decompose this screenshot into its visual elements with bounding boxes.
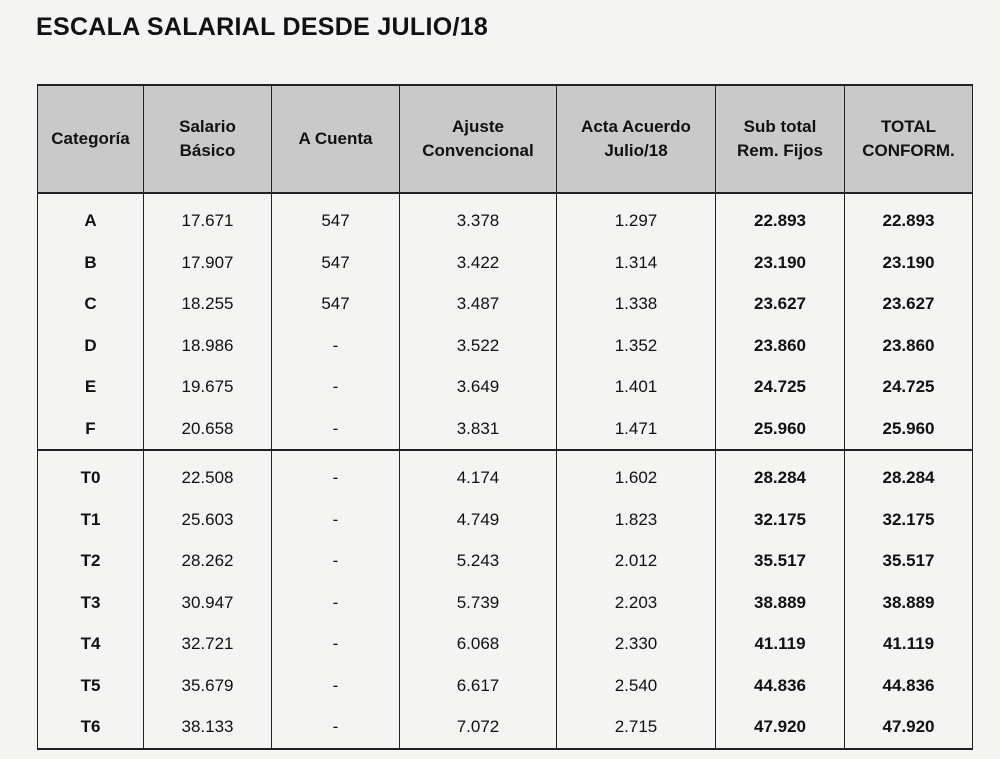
cell-acta-acuerdo: 2.715 [557,706,716,749]
cell-ajuste-convencional: 5.739 [400,582,557,624]
cell-categoria: T3 [38,582,144,624]
cell-categoria: T2 [38,540,144,582]
cell-categoria: T6 [38,706,144,749]
table-row [38,283,973,325]
table-row [38,366,973,408]
cell-acta-acuerdo: 1.602 [557,450,716,499]
cell-total-conform: 47.920 [845,706,973,749]
cell-categoria: T0 [38,450,144,499]
cell-total-conform: 22.893 [845,193,973,242]
cell-total-conform: 38.889 [845,582,973,624]
cell-a-cuenta: 547 [272,193,400,242]
page-title: ESCALA SALARIAL DESDE JULIO/18 [36,13,489,41]
cell-acta-acuerdo: 1.314 [557,242,716,284]
header-sub-total [716,85,845,193]
cell-acta-acuerdo: 2.203 [557,582,716,624]
cell-total-conform: 23.190 [845,242,973,284]
header-label: Sub total Rem. Fijos [737,117,823,160]
cell-a-cuenta: - [272,499,400,541]
cell-total-conform: 41.119 [845,623,973,665]
cell-sub-total: 47.920 [716,706,845,749]
cell-total-conform: 25.960 [845,408,973,451]
table-header [38,85,973,193]
cell-a-cuenta: - [272,623,400,665]
cell-acta-acuerdo: 2.540 [557,665,716,707]
cell-salario-basico: 18.986 [144,325,272,367]
cell-categoria: E [38,366,144,408]
cell-a-cuenta: - [272,582,400,624]
cell-ajuste-convencional: 3.831 [400,408,557,451]
cell-ajuste-convencional: 3.487 [400,283,557,325]
cell-salario-basico: 32.721 [144,623,272,665]
table-row [38,450,973,499]
header-label: TOTAL CONFORM. [862,117,955,160]
cell-sub-total: 25.960 [716,408,845,451]
cell-ajuste-convencional: 6.068 [400,623,557,665]
cell-sub-total: 28.284 [716,450,845,499]
table-row [38,499,973,541]
cell-acta-acuerdo: 2.012 [557,540,716,582]
cell-sub-total: 41.119 [716,623,845,665]
cell-ajuste-convencional: 7.072 [400,706,557,749]
cell-total-conform: 32.175 [845,499,973,541]
cell-total-conform: 44.836 [845,665,973,707]
cell-categoria: D [38,325,144,367]
table-row [38,193,973,242]
cell-sub-total: 22.893 [716,193,845,242]
cell-salario-basico: 28.262 [144,540,272,582]
cell-a-cuenta: - [272,325,400,367]
cell-salario-basico: 19.675 [144,366,272,408]
cell-categoria: F [38,408,144,451]
cell-sub-total: 24.725 [716,366,845,408]
cell-categoria: B [38,242,144,284]
table-row [38,665,973,707]
header-a-cuenta [272,85,400,193]
cell-total-conform: 24.725 [845,366,973,408]
header-label: Salario Básico [179,117,236,160]
cell-acta-acuerdo: 2.330 [557,623,716,665]
cell-categoria: T1 [38,499,144,541]
header-categoria [38,85,144,193]
table-row [38,540,973,582]
header-row [38,85,973,193]
table-row [38,408,973,451]
cell-salario-basico: 18.255 [144,283,272,325]
cell-acta-acuerdo: 1.823 [557,499,716,541]
cell-salario-basico: 30.947 [144,582,272,624]
cell-salario-basico: 25.603 [144,499,272,541]
cell-a-cuenta: 547 [272,283,400,325]
cell-ajuste-convencional: 3.522 [400,325,557,367]
cell-ajuste-convencional: 4.749 [400,499,557,541]
header-label: A Cuenta [298,129,373,148]
cell-a-cuenta: - [272,665,400,707]
cell-salario-basico: 17.671 [144,193,272,242]
cell-salario-basico: 22.508 [144,450,272,499]
header-acta-acuerdo [557,85,716,193]
cell-total-conform: 23.627 [845,283,973,325]
cell-a-cuenta: - [272,366,400,408]
cell-acta-acuerdo: 1.471 [557,408,716,451]
cell-a-cuenta: - [272,706,400,749]
cell-ajuste-convencional: 3.422 [400,242,557,284]
cell-categoria: C [38,283,144,325]
cell-salario-basico: 38.133 [144,706,272,749]
cell-categoria: T5 [38,665,144,707]
table-row [38,706,973,749]
cell-a-cuenta: 547 [272,242,400,284]
cell-acta-acuerdo: 1.297 [557,193,716,242]
cell-total-conform: 35.517 [845,540,973,582]
table-row [38,325,973,367]
cell-categoria: A [38,193,144,242]
cell-acta-acuerdo: 1.352 [557,325,716,367]
cell-ajuste-convencional: 6.617 [400,665,557,707]
salary-table [37,84,973,750]
cell-ajuste-convencional: 4.174 [400,450,557,499]
cell-total-conform: 23.860 [845,325,973,367]
table-row [38,623,973,665]
cell-sub-total: 38.889 [716,582,845,624]
cell-ajuste-convencional: 3.649 [400,366,557,408]
cell-sub-total: 35.517 [716,540,845,582]
cell-categoria: T4 [38,623,144,665]
header-salario-basico [144,85,272,193]
cell-total-conform: 28.284 [845,450,973,499]
header-ajuste-convencional [400,85,557,193]
header-label: Categoría [51,129,130,148]
table-body [38,193,973,749]
table-row [38,582,973,624]
cell-sub-total: 23.860 [716,325,845,367]
cell-acta-acuerdo: 1.338 [557,283,716,325]
cell-sub-total: 44.836 [716,665,845,707]
cell-acta-acuerdo: 1.401 [557,366,716,408]
table-row [38,242,973,284]
cell-sub-total: 23.190 [716,242,845,284]
cell-ajuste-convencional: 5.243 [400,540,557,582]
cell-a-cuenta: - [272,540,400,582]
cell-ajuste-convencional: 3.378 [400,193,557,242]
cell-salario-basico: 20.658 [144,408,272,451]
cell-a-cuenta: - [272,450,400,499]
cell-sub-total: 23.627 [716,283,845,325]
cell-a-cuenta: - [272,408,400,451]
cell-salario-basico: 35.679 [144,665,272,707]
header-total-conform [845,85,973,193]
header-label: Ajuste Convencional [422,117,534,160]
header-label: Acta Acuerdo Julio/18 [581,117,691,160]
cell-sub-total: 32.175 [716,499,845,541]
cell-salario-basico: 17.907 [144,242,272,284]
